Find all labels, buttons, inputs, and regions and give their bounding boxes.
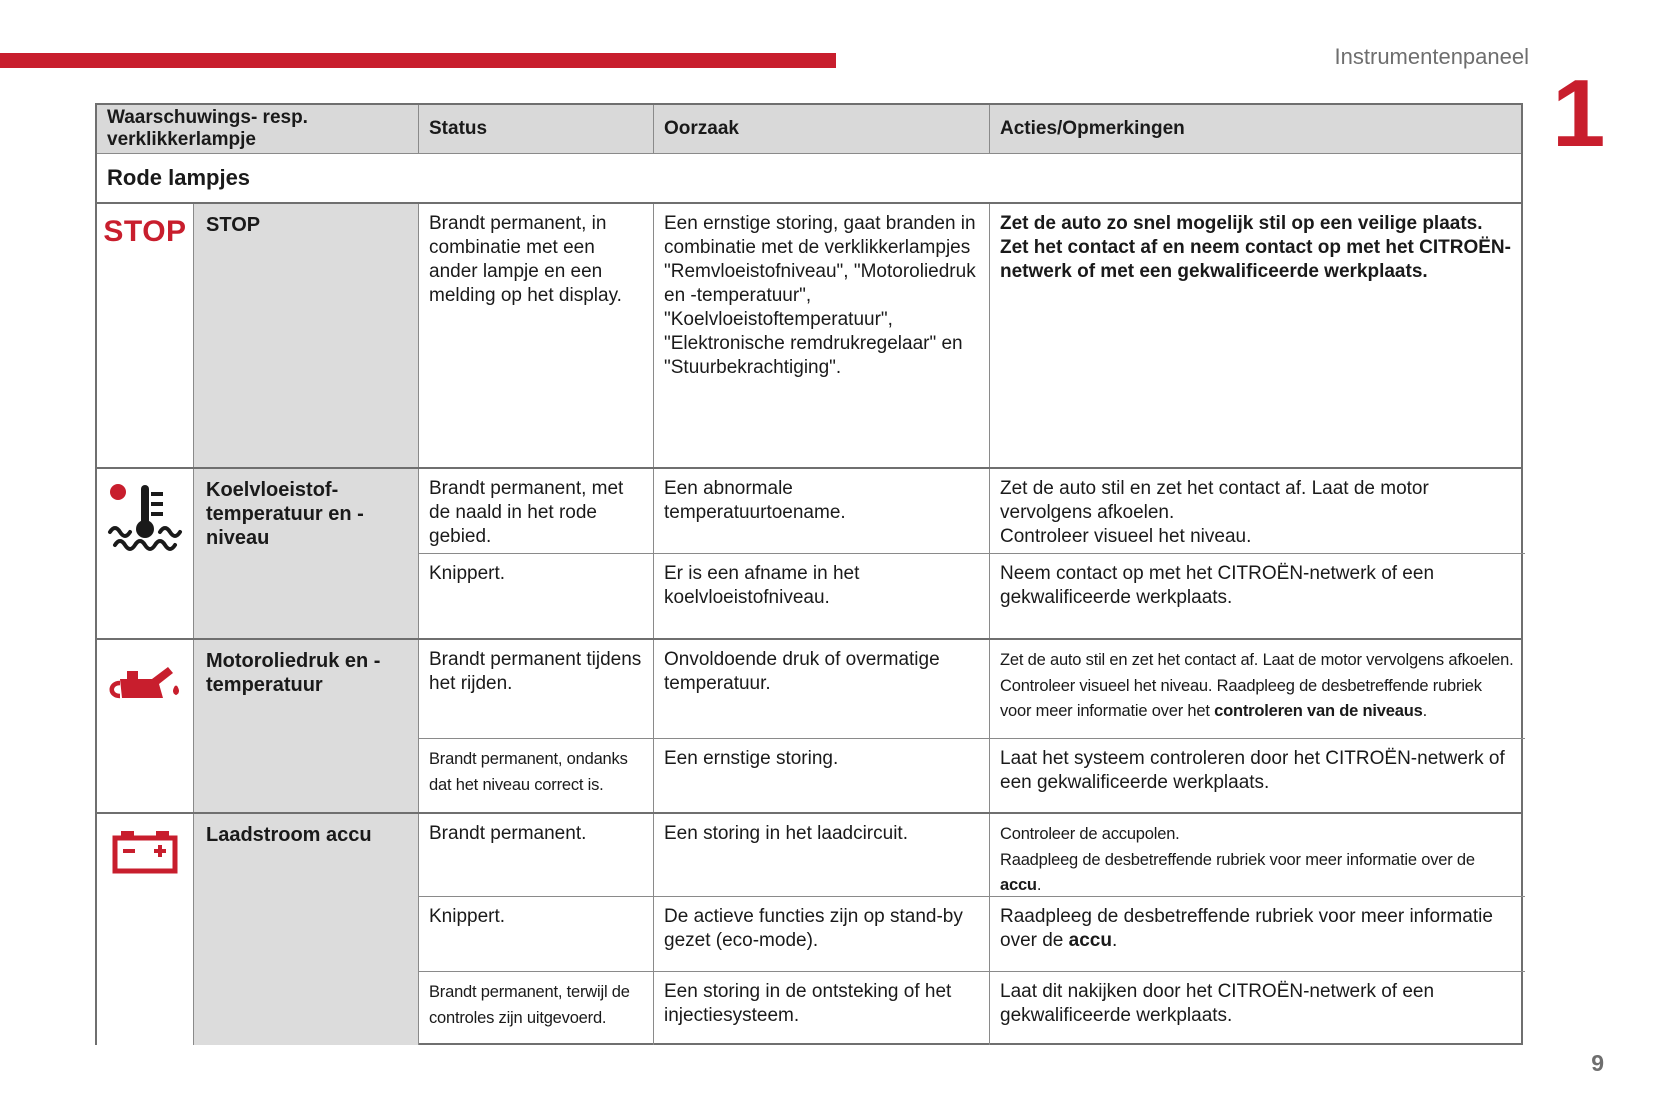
header-actions: Acties/Opmerkingen (1000, 118, 1185, 140)
actions-cell (990, 469, 1525, 557)
lamp-name-cell: Laadstroom accu (194, 814, 419, 1045)
actions-text: Controleer de accupolen. (1000, 825, 1180, 843)
actions-text: Raadpleeg de desbetreffende rubriek voor meer informatie over de accu. (1000, 850, 1475, 895)
lamp-name-cell: Motoroliedruk en -temperatuur (194, 640, 419, 812)
table-row-coolant-temperature (97, 467, 1521, 638)
table-subrow (419, 640, 1525, 738)
table-subrow (419, 896, 1525, 971)
actions-text: Zet het contact af en neem contact op met het CITROËN-netwerk of met een gekwalificeerde werkplaats. (1000, 236, 1511, 282)
actions-text: . (1422, 702, 1427, 721)
cause-cell: Een storing in de ontsteking of het injectiesysteem. (654, 972, 990, 1045)
coolant-temperature-icon (107, 482, 183, 552)
actions-text: Zet de auto stil en zet het contact af. Laat de motor vervolgens afkoelen. Controleer visueel het niveau. Raadpleeg de desbetreffende rubriek voor meer informatie over het (1000, 651, 1514, 721)
chapter-number-badge: 1 (1552, 60, 1606, 167)
cause-cell: Een ernstige storing, gaat branden in combinatie met de verklikkerlampjes "Remvloeistofniveau", "Motoroliedruk en -temperatuur", "Koelvloeistoftemperatuur", "Elektronische remdrukregelaar" en "Stuurbekrachtiging". (654, 204, 990, 467)
page-title: Instrumentenpaneel (1334, 44, 1529, 69)
engine-oil-icon (106, 660, 184, 706)
status-cell: Brandt permanent tijdens het rijden. (419, 640, 654, 738)
lamp-icon-cell (97, 814, 194, 1045)
battery-charge-icon (110, 827, 180, 875)
actions-text: Controleer visueel het niveau. (1000, 525, 1252, 547)
stop-lamp-icon: STOP (103, 215, 187, 248)
lamp-icon-cell (97, 204, 194, 467)
actions-text-bold: controleren van de niveaus (1214, 702, 1423, 721)
cause-cell: Een ernstige storing. (654, 739, 990, 812)
header-warning-lamp: Waarschuwings- resp. verklikkerlampje (97, 105, 419, 154)
cause-cell: De actieve functies zijn op stand-by gezet (eco-mode). (654, 897, 990, 971)
lamp-name-cell: STOP (194, 204, 419, 467)
table-subrow (419, 971, 1525, 1045)
status-cell: Knippert. (419, 897, 654, 971)
cause-cell: Een storing in het laadcircuit. (654, 814, 990, 907)
red-accent-bar (0, 53, 836, 68)
actions-text-bold: accu (1068, 929, 1112, 951)
status-cell: Brandt permanent, met de naald in het rode gebied. (419, 469, 654, 557)
cause-cell: Onvoldoende druk of overmatige temperatuur. (654, 640, 990, 738)
lamp-name-cell: Koelvloeistof-temperatuur en -niveau (194, 469, 419, 638)
actions-cell (990, 204, 1525, 467)
status-cell: Brandt permanent, terwijl de controles zijn uitgevoerd. (419, 972, 654, 1045)
actions-text: Zet de auto stil en zet het contact af. Laat de motor vervolgens afkoelen. (1000, 478, 1429, 523)
cause-cell: Er is een afname in het koelvloeistofniveau. (654, 554, 990, 638)
status-cell: Brandt permanent, ondanks dat het niveau correct is. (419, 739, 654, 812)
table-subrow (419, 553, 1525, 638)
actions-cell (990, 814, 1525, 907)
table-row-stop (97, 202, 1521, 467)
page-number: 9 (1591, 1050, 1604, 1076)
actions-text: . (1111, 929, 1118, 951)
table-subrow (419, 738, 1525, 812)
header-cause: Oorzaak (654, 105, 990, 154)
actions-text-bold: accu (1000, 876, 1037, 895)
table-subrow (419, 204, 1525, 467)
actions-cell (990, 897, 1525, 971)
actions-text: Zet de auto zo snel mogelijk stil op een veilige plaats. (1000, 213, 1483, 234)
table-subrow (419, 814, 1525, 896)
table-header-row (97, 105, 1521, 154)
status-cell: Knippert. (419, 554, 654, 638)
lamp-icon-cell (97, 640, 194, 812)
actions-cell: Laat het systeem controleren door het CITROËN-netwerk of een gekwalificeerde werkplaats. (1000, 748, 1505, 793)
status-cell: Brandt permanent, in combinatie met een ander lampje en een melding op het display. (419, 204, 654, 467)
actions-cell (990, 640, 1525, 738)
header-status: Status (419, 105, 654, 154)
cause-cell: Een abnormale temperatuurtoename. (654, 469, 990, 557)
lamp-icon-cell (97, 469, 194, 638)
status-cell: Brandt permanent. (419, 814, 654, 907)
actions-text: Raadpleeg de desbetreffende rubriek voor meer informatie over de (1000, 906, 1493, 951)
actions-cell: Neem contact op met het CITROËN-netwerk of een gekwalificeerde werkplaats. (1000, 563, 1435, 608)
warning-lamps-table (95, 103, 1523, 1045)
actions-cell: Laat dit nakijken door het CITROËN-netwerk of een gekwalificeerde werkplaats. (1000, 981, 1435, 1026)
table-subrow (419, 469, 1525, 553)
section-title-red-lamps: Rode lampjes (107, 165, 251, 190)
table-row-battery-charge (97, 812, 1521, 1045)
table-row-engine-oil (97, 638, 1521, 812)
